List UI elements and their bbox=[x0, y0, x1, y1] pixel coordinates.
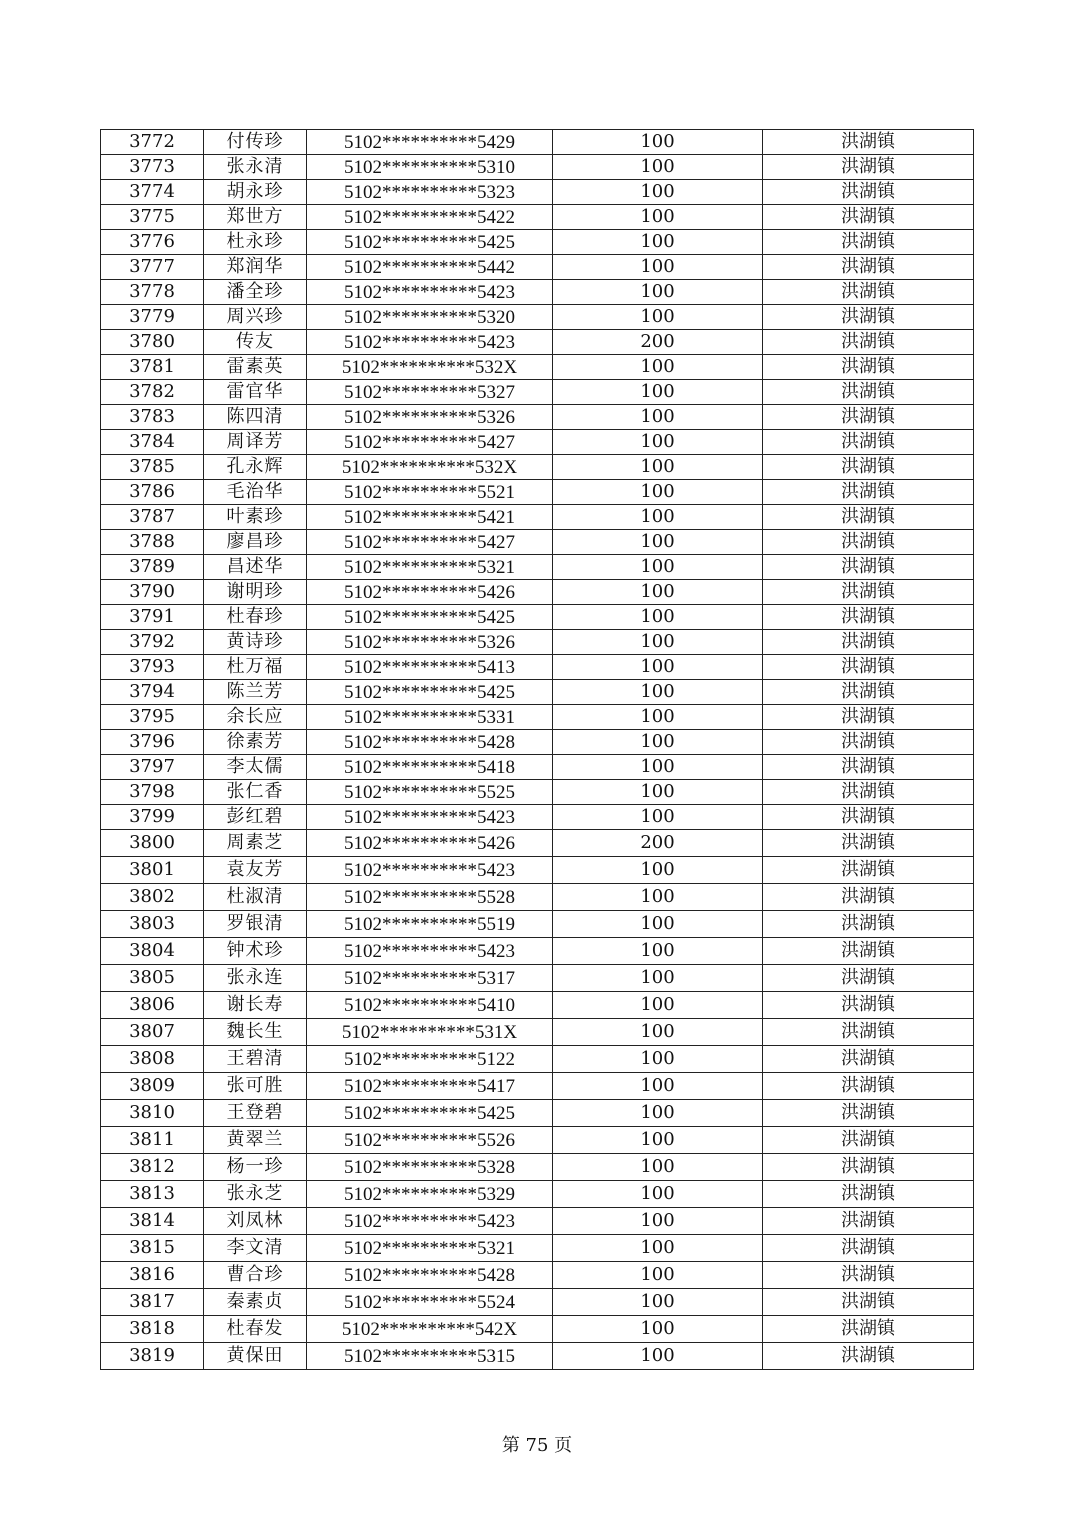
amount-cell: 100 bbox=[553, 255, 763, 280]
name-cell: 张可胜 bbox=[204, 1073, 307, 1100]
town-cell: 洪湖镇 bbox=[763, 205, 974, 230]
table-row bbox=[101, 330, 974, 355]
town-cell: 洪湖镇 bbox=[763, 655, 974, 680]
row-number-cell: 3773 bbox=[101, 155, 204, 180]
row-number-cell: 3778 bbox=[101, 280, 204, 305]
amount-cell: 100 bbox=[553, 680, 763, 705]
name-cell: 周译芳 bbox=[204, 430, 307, 455]
table-row bbox=[101, 455, 974, 480]
id-number-cell: 5102**********5323 bbox=[307, 180, 553, 205]
id-number-cell: 5102**********5423 bbox=[307, 330, 553, 355]
amount-cell: 100 bbox=[553, 180, 763, 205]
name-cell: 郑润华 bbox=[204, 255, 307, 280]
id-number-cell: 5102**********5422 bbox=[307, 205, 553, 230]
row-number-cell: 3804 bbox=[101, 938, 204, 965]
row-number-cell: 3796 bbox=[101, 730, 204, 755]
table-row bbox=[101, 155, 974, 180]
row-number-cell: 3777 bbox=[101, 255, 204, 280]
row-number-cell: 3786 bbox=[101, 480, 204, 505]
row-number-cell: 3774 bbox=[101, 180, 204, 205]
name-cell: 余长应 bbox=[204, 705, 307, 730]
name-cell: 黄翠兰 bbox=[204, 1127, 307, 1154]
table-row bbox=[101, 130, 974, 155]
town-cell: 洪湖镇 bbox=[763, 630, 974, 655]
name-cell: 张永芝 bbox=[204, 1181, 307, 1208]
amount-cell: 100 bbox=[553, 1262, 763, 1289]
row-number-cell: 3808 bbox=[101, 1046, 204, 1073]
id-number-cell: 5102**********5321 bbox=[307, 1235, 553, 1262]
row-number-cell: 3819 bbox=[101, 1343, 204, 1370]
amount-cell: 100 bbox=[553, 1289, 763, 1316]
row-number-cell: 3799 bbox=[101, 805, 204, 830]
town-cell: 洪湖镇 bbox=[763, 455, 974, 480]
amount-cell: 100 bbox=[553, 480, 763, 505]
town-cell: 洪湖镇 bbox=[763, 1073, 974, 1100]
id-number-cell: 5102**********542X bbox=[307, 1316, 553, 1343]
row-number-cell: 3779 bbox=[101, 305, 204, 330]
amount-cell: 100 bbox=[553, 380, 763, 405]
id-number-cell: 5102**********5315 bbox=[307, 1343, 553, 1370]
amount-cell: 100 bbox=[553, 1019, 763, 1046]
table-row bbox=[101, 1019, 974, 1046]
amount-cell: 100 bbox=[553, 705, 763, 730]
amount-cell: 100 bbox=[553, 1181, 763, 1208]
town-cell: 洪湖镇 bbox=[763, 830, 974, 857]
amount-cell: 100 bbox=[553, 555, 763, 580]
id-number-cell: 5102**********5428 bbox=[307, 730, 553, 755]
amount-cell: 100 bbox=[553, 780, 763, 805]
id-number-cell: 5102**********532X bbox=[307, 455, 553, 480]
town-cell: 洪湖镇 bbox=[763, 755, 974, 780]
id-number-cell: 5102**********5326 bbox=[307, 630, 553, 655]
row-number-cell: 3781 bbox=[101, 355, 204, 380]
table-row bbox=[101, 911, 974, 938]
table-row bbox=[101, 1181, 974, 1208]
town-cell: 洪湖镇 bbox=[763, 1235, 974, 1262]
town-cell: 洪湖镇 bbox=[763, 405, 974, 430]
town-cell: 洪湖镇 bbox=[763, 1019, 974, 1046]
town-cell: 洪湖镇 bbox=[763, 180, 974, 205]
row-number-cell: 3787 bbox=[101, 505, 204, 530]
table-row bbox=[101, 255, 974, 280]
town-cell: 洪湖镇 bbox=[763, 155, 974, 180]
table-row bbox=[101, 857, 974, 884]
row-number-cell: 3791 bbox=[101, 605, 204, 630]
id-number-cell: 5102**********5413 bbox=[307, 655, 553, 680]
table-row bbox=[101, 555, 974, 580]
id-number-cell: 5102**********5310 bbox=[307, 155, 553, 180]
table-row bbox=[101, 1208, 974, 1235]
name-cell: 曹合珍 bbox=[204, 1262, 307, 1289]
town-cell: 洪湖镇 bbox=[763, 280, 974, 305]
town-cell: 洪湖镇 bbox=[763, 705, 974, 730]
amount-cell: 100 bbox=[553, 630, 763, 655]
name-cell: 孔永辉 bbox=[204, 455, 307, 480]
amount-cell: 100 bbox=[553, 505, 763, 530]
table-row bbox=[101, 1100, 974, 1127]
name-cell: 谢长寿 bbox=[204, 992, 307, 1019]
id-number-cell: 5102**********5423 bbox=[307, 280, 553, 305]
table-row bbox=[101, 1154, 974, 1181]
town-cell: 洪湖镇 bbox=[763, 230, 974, 255]
name-cell: 魏长生 bbox=[204, 1019, 307, 1046]
row-number-cell: 3816 bbox=[101, 1262, 204, 1289]
name-cell: 王登碧 bbox=[204, 1100, 307, 1127]
name-cell: 杜春珍 bbox=[204, 605, 307, 630]
town-cell: 洪湖镇 bbox=[763, 780, 974, 805]
amount-cell: 100 bbox=[553, 1154, 763, 1181]
id-number-cell: 5102**********5421 bbox=[307, 505, 553, 530]
id-number-cell: 5102**********5524 bbox=[307, 1289, 553, 1316]
records-body bbox=[101, 130, 974, 1370]
table-row bbox=[101, 380, 974, 405]
row-number-cell: 3783 bbox=[101, 405, 204, 430]
row-number-cell: 3809 bbox=[101, 1073, 204, 1100]
table-row bbox=[101, 530, 974, 555]
row-number-cell: 3785 bbox=[101, 455, 204, 480]
id-number-cell: 5102**********5525 bbox=[307, 780, 553, 805]
name-cell: 张仁香 bbox=[204, 780, 307, 805]
amount-cell: 100 bbox=[553, 992, 763, 1019]
name-cell: 杨一珍 bbox=[204, 1154, 307, 1181]
amount-cell: 100 bbox=[553, 884, 763, 911]
name-cell: 胡永珍 bbox=[204, 180, 307, 205]
town-cell: 洪湖镇 bbox=[763, 530, 974, 555]
row-number-cell: 3818 bbox=[101, 1316, 204, 1343]
name-cell: 张永连 bbox=[204, 965, 307, 992]
id-number-cell: 5102**********5329 bbox=[307, 1181, 553, 1208]
amount-cell: 100 bbox=[553, 1343, 763, 1370]
town-cell: 洪湖镇 bbox=[763, 1262, 974, 1289]
name-cell: 叶素珍 bbox=[204, 505, 307, 530]
town-cell: 洪湖镇 bbox=[763, 380, 974, 405]
amount-cell: 100 bbox=[553, 1046, 763, 1073]
row-number-cell: 3776 bbox=[101, 230, 204, 255]
row-number-cell: 3811 bbox=[101, 1127, 204, 1154]
id-number-cell: 5102**********5427 bbox=[307, 430, 553, 455]
name-cell: 付传珍 bbox=[204, 130, 307, 155]
town-cell: 洪湖镇 bbox=[763, 884, 974, 911]
id-number-cell: 5102**********5423 bbox=[307, 938, 553, 965]
town-cell: 洪湖镇 bbox=[763, 1154, 974, 1181]
row-number-cell: 3807 bbox=[101, 1019, 204, 1046]
table-row bbox=[101, 780, 974, 805]
town-cell: 洪湖镇 bbox=[763, 1343, 974, 1370]
table-row bbox=[101, 655, 974, 680]
amount-cell: 100 bbox=[553, 205, 763, 230]
name-cell: 李太儒 bbox=[204, 755, 307, 780]
id-number-cell: 5102**********5425 bbox=[307, 1100, 553, 1127]
amount-cell: 100 bbox=[553, 1316, 763, 1343]
table-row bbox=[101, 405, 974, 430]
table-row bbox=[101, 605, 974, 630]
name-cell: 陈兰芳 bbox=[204, 680, 307, 705]
table-row bbox=[101, 680, 974, 705]
table-row bbox=[101, 965, 974, 992]
town-cell: 洪湖镇 bbox=[763, 255, 974, 280]
amount-cell: 100 bbox=[553, 405, 763, 430]
town-cell: 洪湖镇 bbox=[763, 730, 974, 755]
table-row bbox=[101, 355, 974, 380]
row-number-cell: 3805 bbox=[101, 965, 204, 992]
records-table bbox=[100, 129, 974, 1370]
town-cell: 洪湖镇 bbox=[763, 605, 974, 630]
id-number-cell: 5102**********5321 bbox=[307, 555, 553, 580]
row-number-cell: 3812 bbox=[101, 1154, 204, 1181]
row-number-cell: 3814 bbox=[101, 1208, 204, 1235]
id-number-cell: 5102**********532X bbox=[307, 355, 553, 380]
name-cell: 郑世方 bbox=[204, 205, 307, 230]
id-number-cell: 5102**********5425 bbox=[307, 680, 553, 705]
town-cell: 洪湖镇 bbox=[763, 911, 974, 938]
table-row bbox=[101, 280, 974, 305]
row-number-cell: 3817 bbox=[101, 1289, 204, 1316]
row-number-cell: 3795 bbox=[101, 705, 204, 730]
town-cell: 洪湖镇 bbox=[763, 805, 974, 830]
amount-cell: 100 bbox=[553, 805, 763, 830]
town-cell: 洪湖镇 bbox=[763, 1181, 974, 1208]
town-cell: 洪湖镇 bbox=[763, 305, 974, 330]
name-cell: 黄诗珍 bbox=[204, 630, 307, 655]
id-number-cell: 5102**********5320 bbox=[307, 305, 553, 330]
town-cell: 洪湖镇 bbox=[763, 1289, 974, 1316]
name-cell: 徐素芳 bbox=[204, 730, 307, 755]
table-row bbox=[101, 1343, 974, 1370]
name-cell: 杜淑清 bbox=[204, 884, 307, 911]
id-number-cell: 5102**********5418 bbox=[307, 755, 553, 780]
name-cell: 刘凤林 bbox=[204, 1208, 307, 1235]
row-number-cell: 3803 bbox=[101, 911, 204, 938]
row-number-cell: 3784 bbox=[101, 430, 204, 455]
id-number-cell: 5102**********5428 bbox=[307, 1262, 553, 1289]
amount-cell: 100 bbox=[553, 1208, 763, 1235]
table-row bbox=[101, 205, 974, 230]
amount-cell: 100 bbox=[553, 965, 763, 992]
page-number: 第 75 页 bbox=[501, 1435, 573, 1456]
id-number-cell: 5102**********5521 bbox=[307, 480, 553, 505]
amount-cell: 100 bbox=[553, 1235, 763, 1262]
name-cell: 杜永珍 bbox=[204, 230, 307, 255]
id-number-cell: 5102**********5425 bbox=[307, 605, 553, 630]
row-number-cell: 3802 bbox=[101, 884, 204, 911]
table-row bbox=[101, 884, 974, 911]
table-row bbox=[101, 230, 974, 255]
amount-cell: 100 bbox=[553, 305, 763, 330]
id-number-cell: 5102**********5426 bbox=[307, 580, 553, 605]
row-number-cell: 3798 bbox=[101, 780, 204, 805]
name-cell: 毛治华 bbox=[204, 480, 307, 505]
row-number-cell: 3789 bbox=[101, 555, 204, 580]
table-row bbox=[101, 1046, 974, 1073]
name-cell: 周素芝 bbox=[204, 830, 307, 857]
row-number-cell: 3790 bbox=[101, 580, 204, 605]
name-cell: 潘全珍 bbox=[204, 280, 307, 305]
amount-cell: 100 bbox=[553, 938, 763, 965]
name-cell: 彭红碧 bbox=[204, 805, 307, 830]
name-cell: 秦素贞 bbox=[204, 1289, 307, 1316]
row-number-cell: 3800 bbox=[101, 830, 204, 857]
amount-cell: 100 bbox=[553, 155, 763, 180]
table-row bbox=[101, 805, 974, 830]
id-number-cell: 5102**********5423 bbox=[307, 1208, 553, 1235]
id-number-cell: 5102**********5410 bbox=[307, 992, 553, 1019]
table-row bbox=[101, 730, 974, 755]
name-cell: 黄保田 bbox=[204, 1343, 307, 1370]
name-cell: 陈四清 bbox=[204, 405, 307, 430]
id-number-cell: 5102**********5122 bbox=[307, 1046, 553, 1073]
name-cell: 传友 bbox=[204, 330, 307, 355]
row-number-cell: 3801 bbox=[101, 857, 204, 884]
row-number-cell: 3815 bbox=[101, 1235, 204, 1262]
amount-cell: 200 bbox=[553, 830, 763, 857]
amount-cell: 100 bbox=[553, 230, 763, 255]
name-cell: 罗银清 bbox=[204, 911, 307, 938]
id-number-cell: 5102**********5528 bbox=[307, 884, 553, 911]
amount-cell: 100 bbox=[553, 430, 763, 455]
amount-cell: 100 bbox=[553, 455, 763, 480]
town-cell: 洪湖镇 bbox=[763, 355, 974, 380]
table-row bbox=[101, 1316, 974, 1343]
amount-cell: 100 bbox=[553, 911, 763, 938]
id-number-cell: 5102**********5427 bbox=[307, 530, 553, 555]
town-cell: 洪湖镇 bbox=[763, 680, 974, 705]
row-number-cell: 3813 bbox=[101, 1181, 204, 1208]
amount-cell: 100 bbox=[553, 355, 763, 380]
name-cell: 李文清 bbox=[204, 1235, 307, 1262]
amount-cell: 100 bbox=[553, 580, 763, 605]
name-cell: 廖昌珍 bbox=[204, 530, 307, 555]
amount-cell: 100 bbox=[553, 530, 763, 555]
id-number-cell: 5102**********5326 bbox=[307, 405, 553, 430]
amount-cell: 100 bbox=[553, 1127, 763, 1154]
id-number-cell: 5102**********5331 bbox=[307, 705, 553, 730]
id-number-cell: 5102**********5425 bbox=[307, 230, 553, 255]
name-cell: 昌述华 bbox=[204, 555, 307, 580]
table-row bbox=[101, 305, 974, 330]
table-row bbox=[101, 580, 974, 605]
id-number-cell: 5102**********5423 bbox=[307, 857, 553, 884]
amount-cell: 100 bbox=[553, 730, 763, 755]
table-row bbox=[101, 1127, 974, 1154]
amount-cell: 100 bbox=[553, 1100, 763, 1127]
name-cell: 钟术珍 bbox=[204, 938, 307, 965]
amount-cell: 100 bbox=[553, 857, 763, 884]
amount-cell: 200 bbox=[553, 330, 763, 355]
id-number-cell: 5102**********5423 bbox=[307, 805, 553, 830]
table-row bbox=[101, 1262, 974, 1289]
table-row bbox=[101, 938, 974, 965]
town-cell: 洪湖镇 bbox=[763, 480, 974, 505]
amount-cell: 100 bbox=[553, 655, 763, 680]
name-cell: 雷官华 bbox=[204, 380, 307, 405]
id-number-cell: 5102**********5328 bbox=[307, 1154, 553, 1181]
table-row bbox=[101, 480, 974, 505]
town-cell: 洪湖镇 bbox=[763, 992, 974, 1019]
row-number-cell: 3788 bbox=[101, 530, 204, 555]
table-row bbox=[101, 705, 974, 730]
row-number-cell: 3806 bbox=[101, 992, 204, 1019]
amount-cell: 100 bbox=[553, 755, 763, 780]
name-cell: 袁友芳 bbox=[204, 857, 307, 884]
amount-cell: 100 bbox=[553, 605, 763, 630]
table-row bbox=[101, 830, 974, 857]
town-cell: 洪湖镇 bbox=[763, 857, 974, 884]
amount-cell: 100 bbox=[553, 130, 763, 155]
town-cell: 洪湖镇 bbox=[763, 1100, 974, 1127]
name-cell: 王碧清 bbox=[204, 1046, 307, 1073]
id-number-cell: 5102**********5442 bbox=[307, 255, 553, 280]
id-number-cell: 5102**********5327 bbox=[307, 380, 553, 405]
town-cell: 洪湖镇 bbox=[763, 1046, 974, 1073]
town-cell: 洪湖镇 bbox=[763, 1316, 974, 1343]
town-cell: 洪湖镇 bbox=[763, 1208, 974, 1235]
name-cell: 杜万福 bbox=[204, 655, 307, 680]
town-cell: 洪湖镇 bbox=[763, 965, 974, 992]
row-number-cell: 3782 bbox=[101, 380, 204, 405]
id-number-cell: 5102**********5417 bbox=[307, 1073, 553, 1100]
amount-cell: 100 bbox=[553, 280, 763, 305]
id-number-cell: 5102**********5519 bbox=[307, 911, 553, 938]
table-row bbox=[101, 430, 974, 455]
town-cell: 洪湖镇 bbox=[763, 330, 974, 355]
name-cell: 雷素英 bbox=[204, 355, 307, 380]
row-number-cell: 3792 bbox=[101, 630, 204, 655]
row-number-cell: 3772 bbox=[101, 130, 204, 155]
table-row bbox=[101, 992, 974, 1019]
id-number-cell: 5102**********5317 bbox=[307, 965, 553, 992]
table-row bbox=[101, 180, 974, 205]
id-number-cell: 5102**********531X bbox=[307, 1019, 553, 1046]
town-cell: 洪湖镇 bbox=[763, 555, 974, 580]
table-row bbox=[101, 755, 974, 780]
row-number-cell: 3794 bbox=[101, 680, 204, 705]
town-cell: 洪湖镇 bbox=[763, 130, 974, 155]
row-number-cell: 3797 bbox=[101, 755, 204, 780]
id-number-cell: 5102**********5526 bbox=[307, 1127, 553, 1154]
table-row bbox=[101, 1073, 974, 1100]
name-cell: 张永清 bbox=[204, 155, 307, 180]
row-number-cell: 3810 bbox=[101, 1100, 204, 1127]
row-number-cell: 3793 bbox=[101, 655, 204, 680]
name-cell: 杜春发 bbox=[204, 1316, 307, 1343]
town-cell: 洪湖镇 bbox=[763, 430, 974, 455]
town-cell: 洪湖镇 bbox=[763, 1127, 974, 1154]
row-number-cell: 3775 bbox=[101, 205, 204, 230]
id-number-cell: 5102**********5429 bbox=[307, 130, 553, 155]
table-row bbox=[101, 630, 974, 655]
amount-cell: 100 bbox=[553, 1073, 763, 1100]
town-cell: 洪湖镇 bbox=[763, 505, 974, 530]
table-row bbox=[101, 1235, 974, 1262]
name-cell: 周兴珍 bbox=[204, 305, 307, 330]
town-cell: 洪湖镇 bbox=[763, 938, 974, 965]
row-number-cell: 3780 bbox=[101, 330, 204, 355]
table-row bbox=[101, 505, 974, 530]
id-number-cell: 5102**********5426 bbox=[307, 830, 553, 857]
town-cell: 洪湖镇 bbox=[763, 580, 974, 605]
table-row bbox=[101, 1289, 974, 1316]
name-cell: 谢明珍 bbox=[204, 580, 307, 605]
